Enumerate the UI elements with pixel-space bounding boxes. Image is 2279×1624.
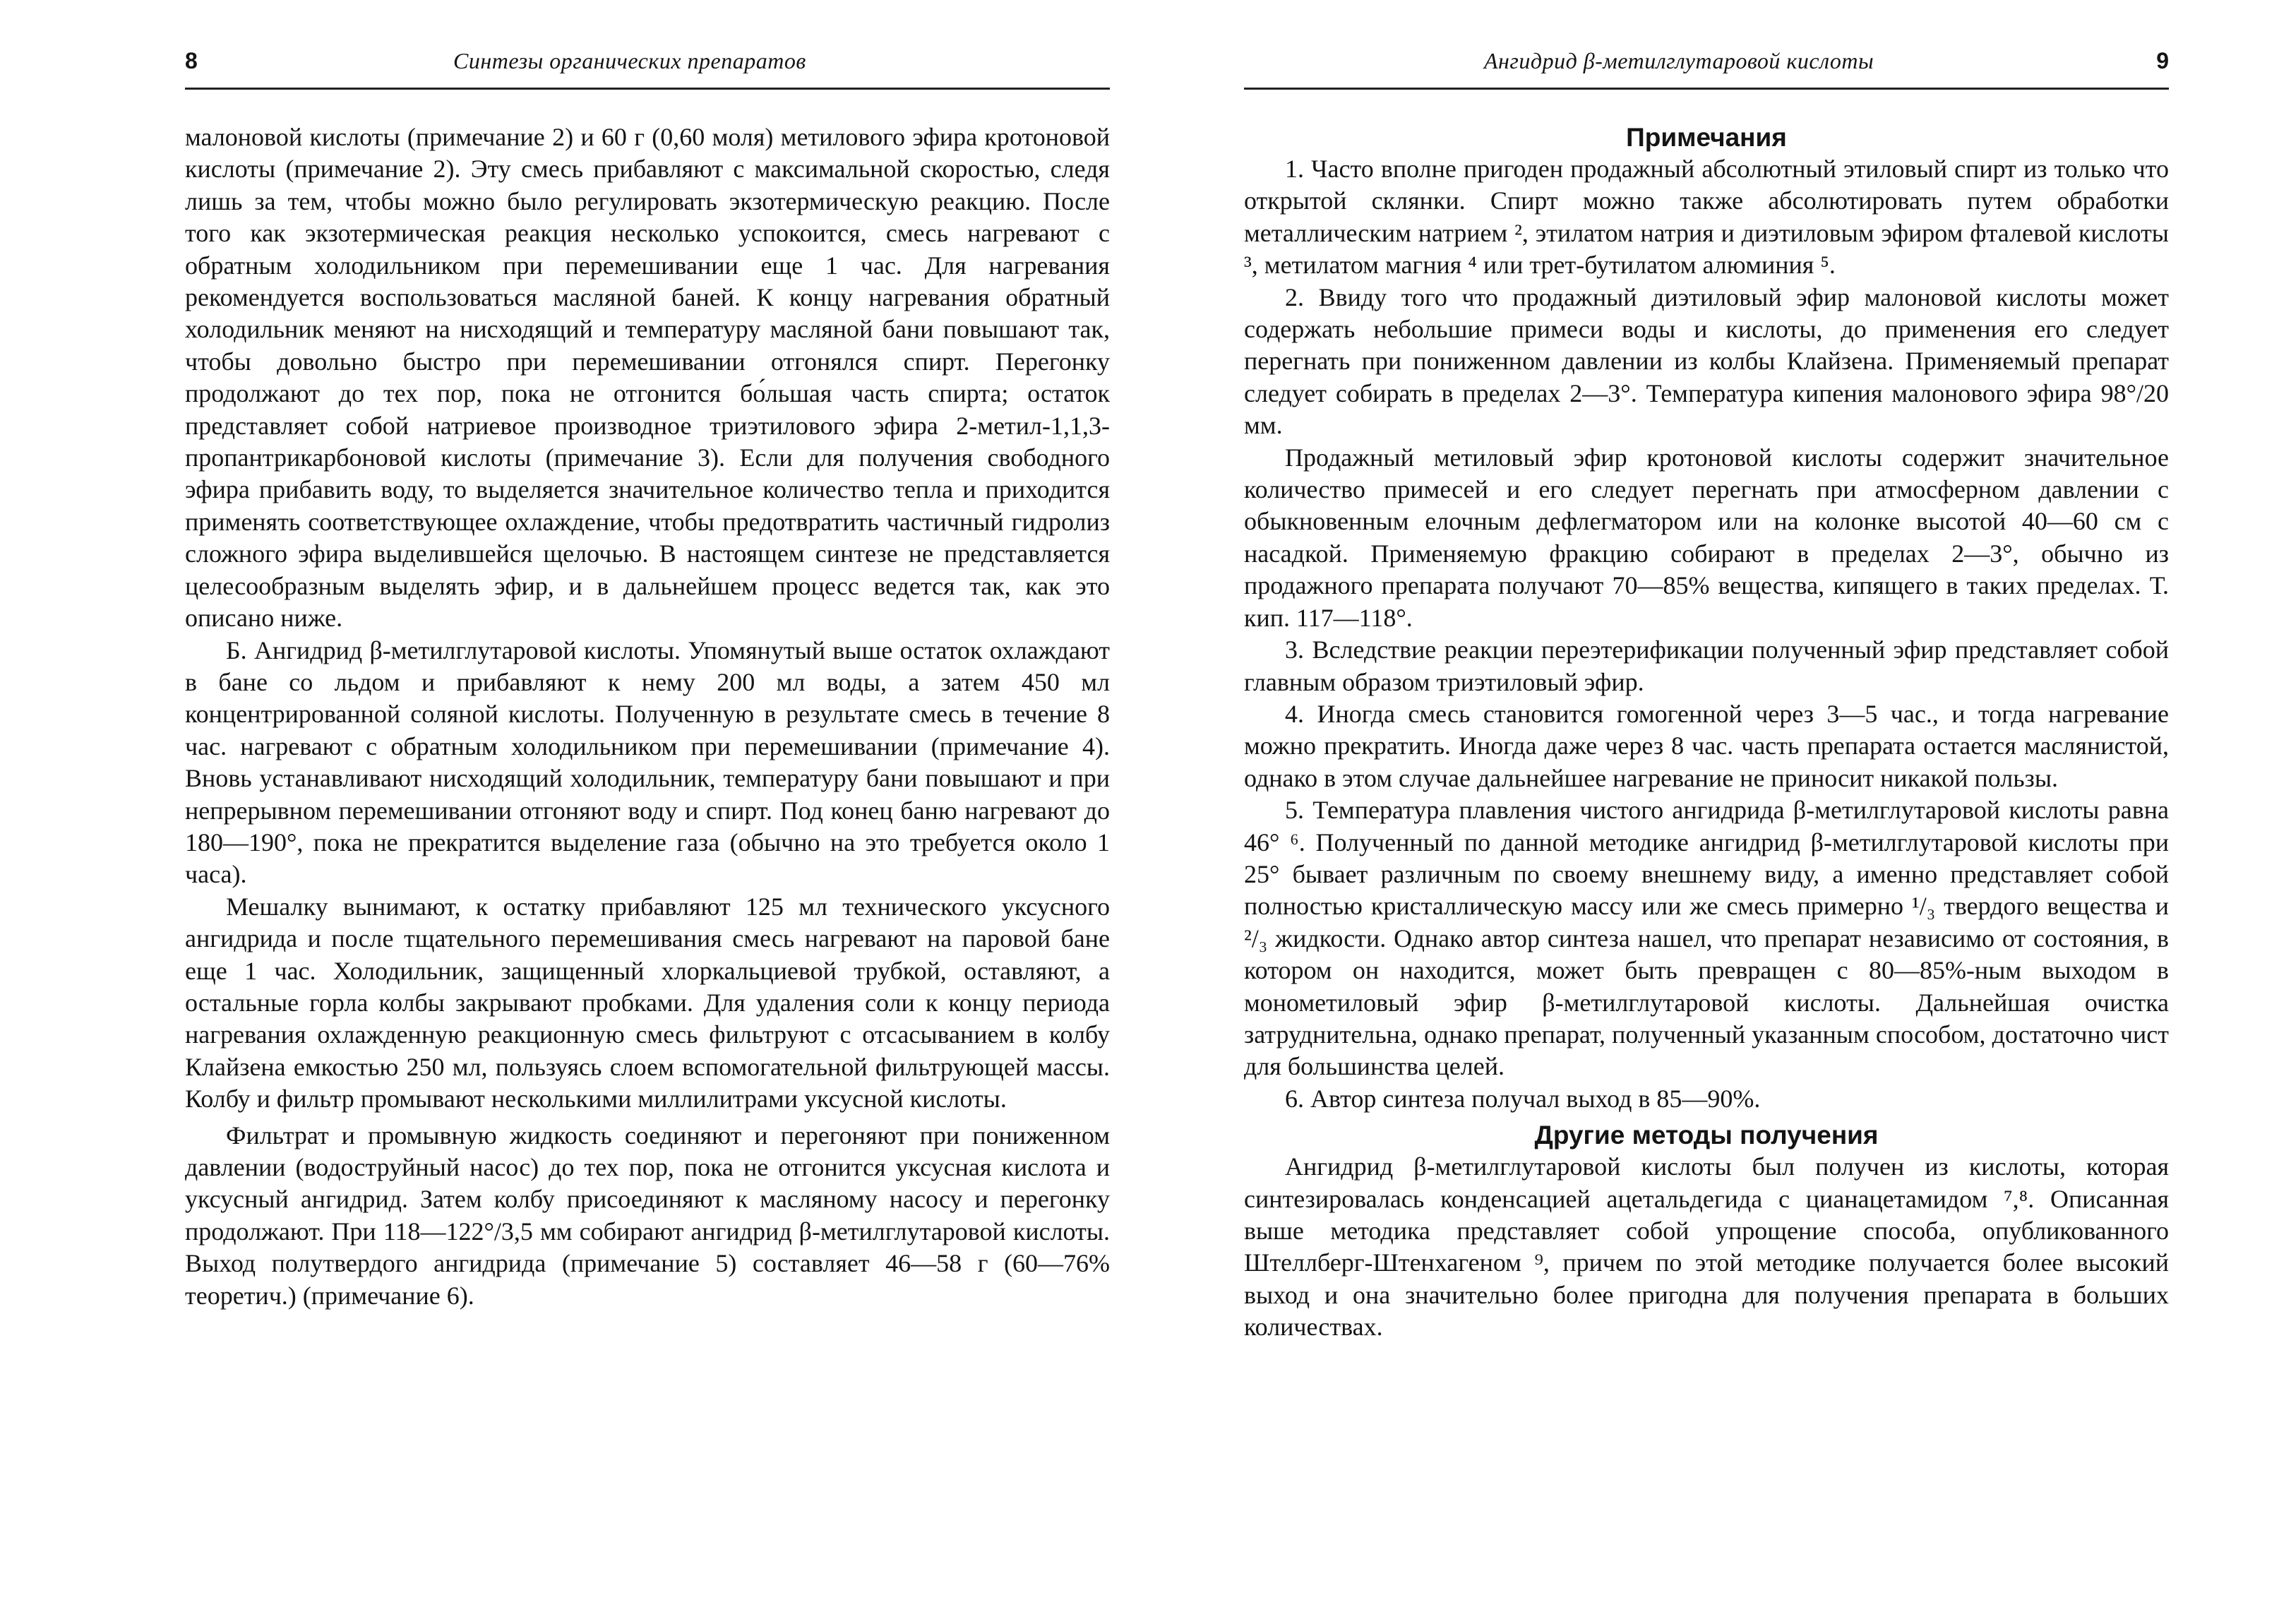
notes-heading: Примечания xyxy=(1626,123,1787,152)
note-item: 5. Температура плавления чистого ангидрида β-метилглутаровой кислоты равна 46° ⁶. Полученный по данной методике ангидрид β-метилглутаровой кислоты при 25° бывает различным по своему внешнему виду, а именно представляет собой полностью кристаллическую массу или же смесь примерно ¹/₃ твердого вещества и ²/₃ жидкости. Однако автор синтеза нашел, что препарат независимо от состояния, в котором он находится, может быть превращен с 80—85%-ным выходом в монометиловый эфир β-метилглутаровой кислоты. Дальнейшая очистка затруднительна, однако препарат, полученный указанным способом, достаточно чист для большинства целей. xyxy=(1244,796,2169,1081)
note-item: 2. Ввиду того что продажный диэтиловый эфир малоновой кислоты может содержать небольшие примеси воды и кислоты, до применения его следует перегнать при пониженном давлении из колбы Клайзена. Применяемый препарат следует собирать в пределах 2—3°. Температура кипения малонового эфира 98°/20 мм. xyxy=(1244,282,2169,440)
left-page-number: 8 xyxy=(185,48,198,73)
other-methods-text: Ангидрид β-метилглутаровой кислоты был получен из кислоты, которая синтезировалась конденсацией ацетальдегида с цианацетамидом ⁷,⁸. Описанная выше методика представляет собой упрощение способа, опубликованного Штеллберг-Штенхагеном ⁹, причем по этой методике получается более высокий выход и она значительно более пригодна для получения препарата в больших количествах. xyxy=(1244,1152,2169,1342)
note-item: 3. Вследствие реакции переэтерификации полученный эфир представляет собой главным образом триэтиловый эфир. xyxy=(1244,635,2169,696)
paragraph: Б. Ангидрид β-метилглутаровой кислоты. Упомянутый выше остаток охлаждают в бане со льдом и прибавляют к нему 200 мл воды, а затем 450 мл концентрированной соляной кислоты. Полученную в результате смесь в течение 8 час. нагревают с обратным холодильником при перемешивании (примечание 4). Вновь устанавливают нисходящий холодильник, температуру бани повышают и при непрерывном перемешивании отгоняют воду и спирт. Под конец баню нагревают до 180—190°, пока не прекратится выделение газа (обычно на это требуется около 1 часа). xyxy=(185,635,1110,889)
paragraph: Фильтрат и промывную жидкость соединяют и перегоняют при пониженном давлении (водоструйный насос) до тех пор, пока не отгонится уксусная кислота и уксусный ангидрид. Затем колбу присоединяют к масляному насосу и перегонку продолжают. При 118—122°/3,5 мм собирают ангидрид β-метилглутаровой кислоты. Выход полутвердого ангидрида (примечание 5) составляет 46—58 г (60—76% теоретич.) (примечание 6). xyxy=(185,1121,1110,1310)
left-running-title: Синтезы органических препаратов xyxy=(453,48,806,73)
paragraph: малоновой кислоты (примечание 2) и 60 г (0,60 моля) метилового эфира кротоновой кислоты (примечание 2). Эту смесь прибавляют с максимальной скоростью, следя лишь за тем, чтобы можно было регулировать экзотермическую реакцию. После того как экзотермическая реакция несколько успокоится, смесь нагревают с обратным холодильником при перемешивании еще 1 час. Для нагревания рекомендуется воспользоваться масляной баней. К концу нагревания обратный холодильник меняют на нисходящий и температуру масляной бани повышают так, чтобы довольно быстро при перемешивании отгонялся спирт. Перегонку продолжают до тех пор, пока не отгонится бо́льшая часть спирта; остаток представляет собой натриевое производное триэтилового эфира 2-метил-1,1,3-пропантрикарбоновой кислоты (примечание 3). Если для получения свободного эфира прибавить воду, то выделяется значительное количество тепла и приходится применять соответствующее охлаждение, чтобы предотвратить частичный гидролиз сложного эфира выделившейся щелочью. В настоящем синтезе не представляется целесообразным выделять эфир, и в дальнейшем процесс ведется так, как это описано ниже. xyxy=(185,123,1110,633)
right-page-number: 9 xyxy=(2156,48,2169,73)
paragraph: Мешалку вынимают, к остатку прибавляют 125 мл технического уксусного ангидрида и после тщательного перемешивания смесь нагревают на паровой бане еще 1 час. Холодильник, защищенный хлоркальциевой трубкой, оставляют, а остальные горла колбы закрывают пробками. Для удаления соли к концу периода нагревания охлажденную реакционную смесь фильтруют с отсасыванием в колбу Клайзена емкостью 250 мл, пользуясь слоем вспомогательной фильтрующей массы. Колбу и фильтр промывают несколькими миллилитрами уксусной кислоты. xyxy=(185,892,1110,1113)
note-item: Продажный метиловый эфир кротоновой кислоты содержит значительное количество примесей и его следует перегнать при атмосферном давлении с обыкновенным елочным дефлегматором или на колонке высотой 40—60 см с насадкой. Применяемую фракцию собирают в пределах 2—3°, обычно из продажного препарата получают 70—85% вещества, кипящего в таких пределах. Т. кип. 117—118°. xyxy=(1244,443,2169,632)
left-running-head xyxy=(185,48,1110,90)
right-page xyxy=(1244,0,2169,1624)
note-item: 1. Часто вполне пригоден продажный абсолютный этиловый спирт из только что открытой склянки. Спирт можно также абсолютировать путем обработки металлическим натрием ², этилатом натрия и диэтиловым эфиром фталевой кислоты ³, метилатом магния ⁴ или трет-бутилатом алюминия ⁵. xyxy=(1244,155,2169,280)
right-running-head xyxy=(1244,48,2169,90)
note-item: 6. Автор синтеза получал выход в 85—90%. xyxy=(1285,1084,1761,1113)
note-item: 4. Иногда смесь становится гомогенной через 3—5 час., и тогда нагревание можно прекратить. Иногда даже через 8 час. часть препарата остается маслянистой, однако в этом случае дальнейшее нагревание не приносит никакой пользы. xyxy=(1244,699,2169,792)
left-page xyxy=(185,0,1110,1624)
other-methods-heading: Другие методы получения xyxy=(1534,1121,1879,1150)
right-running-title: Ангидрид β-метилглутаровой кислоты xyxy=(1484,48,1874,73)
right-page-body xyxy=(1244,121,2169,1344)
left-page-body xyxy=(185,121,1110,1312)
